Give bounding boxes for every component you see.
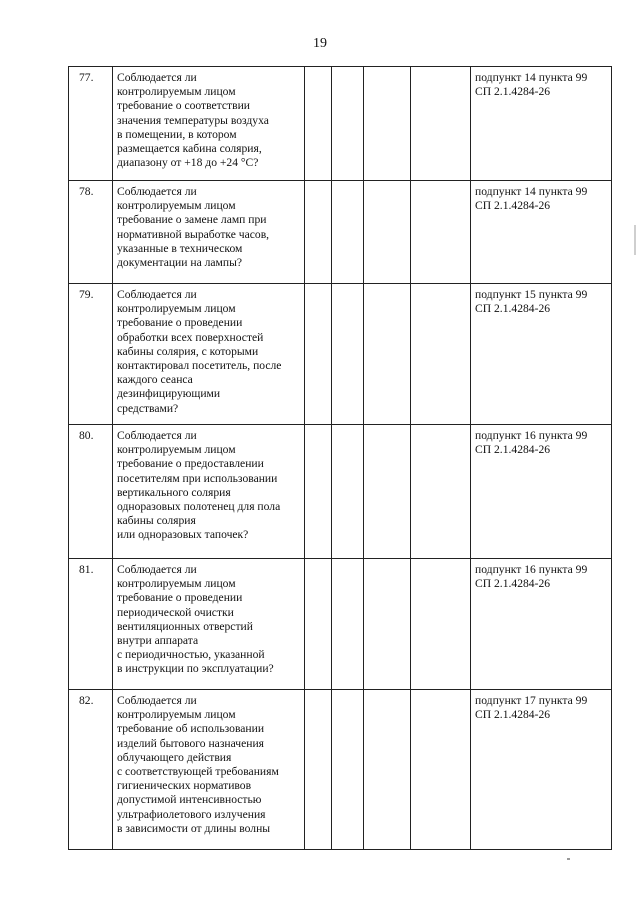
- row-number: 77.: [69, 67, 113, 181]
- question-line: контролируемым лицом: [117, 577, 236, 591]
- row-number: 79.: [69, 284, 113, 425]
- question-line: контролируемым лицом: [117, 199, 236, 213]
- answer-no-cell: [332, 67, 364, 181]
- question-line: вентиляционных отверстий: [117, 619, 253, 633]
- question-line: Соблюдается ли: [117, 694, 197, 707]
- question-line: допустимой интенсивностью: [117, 793, 262, 807]
- reference-line: СП 2.1.4284-26: [475, 577, 551, 591]
- answer-no-cell: [332, 284, 364, 425]
- reference-cell: [471, 559, 612, 690]
- reference-line: СП 2.1.4284-26: [475, 708, 551, 722]
- question-line: требование о соответствии: [117, 99, 250, 113]
- answer-no-cell: [332, 559, 364, 690]
- row-number: 81.: [69, 559, 113, 690]
- reference-cell: [471, 690, 612, 850]
- checklist-table: [68, 66, 612, 850]
- reference-line: подпункт 14 пункта 99: [475, 185, 588, 198]
- answer-no-cell: [332, 181, 364, 284]
- answer-na-cell: [364, 67, 411, 181]
- question-cell: [113, 425, 305, 559]
- reference-line: подпункт 16 пункта 99: [475, 429, 588, 442]
- answer-na-cell: [364, 690, 411, 850]
- reference-line: СП 2.1.4284-26: [475, 85, 551, 99]
- question-line: вертикального солярия: [117, 485, 231, 499]
- question-line: с соответствующей требованиям: [117, 765, 279, 779]
- question-line: в инструкции по эксплуатации?: [117, 662, 274, 676]
- reference-line: подпункт 14 пункта 99: [475, 71, 588, 84]
- question-line: в помещении, в котором: [117, 127, 237, 141]
- reference-cell: [471, 67, 612, 181]
- question-line: нормативной выработке часов,: [117, 227, 270, 241]
- answer-na-cell: [364, 284, 411, 425]
- answer-na-cell: [364, 559, 411, 690]
- question-line: обработки всех поверхностей: [117, 330, 264, 344]
- question-line: требование о предоставлении: [117, 457, 264, 471]
- question-line: кабины солярия: [117, 514, 196, 528]
- question-cell: [113, 284, 305, 425]
- answer-na-cell: [364, 425, 411, 559]
- question-line: контактировал посетитель, после: [117, 359, 282, 373]
- question-cell: [113, 67, 305, 181]
- question-line: одноразовых полотенец для пола: [117, 500, 281, 514]
- row-number: 82.: [69, 690, 113, 850]
- answer-yes-cell: [305, 425, 332, 559]
- reference-line: подпункт 16 пункта 99: [475, 563, 588, 576]
- scan-speck: [567, 858, 570, 860]
- reference-line: СП 2.1.4284-26: [475, 302, 551, 316]
- question-line: указанные в техническом: [117, 241, 243, 255]
- question-line: значения температуры воздуха: [117, 113, 269, 127]
- answer-no-cell: [332, 425, 364, 559]
- question-line: диапазону от +18 до +24 °С?: [117, 156, 259, 170]
- comment-cell: [411, 559, 471, 690]
- question-line: средствами?: [117, 401, 179, 415]
- question-line: контролируемым лицом: [117, 443, 236, 457]
- question-line: контролируемым лицом: [117, 708, 236, 722]
- table-row: [69, 690, 612, 850]
- table-row: [69, 284, 612, 425]
- question-line: Соблюдается ли: [117, 563, 197, 576]
- answer-na-cell: [364, 181, 411, 284]
- comment-cell: [411, 181, 471, 284]
- answer-yes-cell: [305, 67, 332, 181]
- answer-yes-cell: [305, 284, 332, 425]
- page-number: 19: [313, 36, 327, 51]
- question-line: кабины солярия, с которыми: [117, 344, 259, 358]
- reference-cell: [471, 425, 612, 559]
- table-row: [69, 181, 612, 284]
- question-line: периодической очистки: [117, 605, 234, 619]
- answer-yes-cell: [305, 559, 332, 690]
- question-line: в зависимости от длины волны: [117, 821, 271, 835]
- reference-line: подпункт 15 пункта 99: [475, 288, 588, 301]
- reference-line: подпункт 17 пункта 99: [475, 694, 588, 707]
- reference-line: СП 2.1.4284-26: [475, 443, 551, 457]
- comment-cell: [411, 67, 471, 181]
- question-line: размещается кабина солярия,: [117, 142, 262, 156]
- question-line: требование о проведении: [117, 316, 243, 330]
- answer-no-cell: [332, 690, 364, 850]
- question-line: Соблюдается ли: [117, 429, 197, 442]
- question-line: каждого сеанса: [117, 373, 193, 387]
- question-line: Соблюдается ли: [117, 185, 197, 198]
- table-row: [69, 67, 612, 181]
- reference-line: СП 2.1.4284-26: [475, 199, 551, 213]
- question-line: облучающего действия: [117, 750, 232, 764]
- scan-edge-mark: [634, 225, 636, 255]
- question-line: требование о замене ламп при: [117, 213, 267, 227]
- comment-cell: [411, 284, 471, 425]
- table-row: [69, 425, 612, 559]
- question-line: посетителям при использовании: [117, 471, 278, 485]
- answer-yes-cell: [305, 690, 332, 850]
- question-line: Соблюдается ли: [117, 288, 197, 301]
- question-line: изделий бытового назначения: [117, 736, 264, 750]
- question-line: документации на лампы?: [117, 256, 243, 270]
- question-line: гигиенических нормативов: [117, 779, 252, 793]
- question-line: или одноразовых тапочек?: [117, 528, 249, 542]
- reference-cell: [471, 181, 612, 284]
- row-number: 80.: [69, 425, 113, 559]
- question-cell: [113, 181, 305, 284]
- comment-cell: [411, 690, 471, 850]
- question-cell: [113, 690, 305, 850]
- comment-cell: [411, 425, 471, 559]
- question-line: требование о проведении: [117, 591, 243, 605]
- reference-cell: [471, 284, 612, 425]
- answer-yes-cell: [305, 181, 332, 284]
- question-cell: [113, 559, 305, 690]
- question-line: внутри аппарата: [117, 634, 199, 648]
- row-number: 78.: [69, 181, 113, 284]
- question-line: ультрафиолетового излучения: [117, 807, 266, 821]
- question-line: дезинфицирующими: [117, 387, 221, 401]
- question-line: требование об использовании: [117, 722, 265, 736]
- question-line: Соблюдается ли: [117, 71, 197, 84]
- table-row: [69, 559, 612, 690]
- question-line: контролируемым лицом: [117, 302, 236, 316]
- question-line: контролируемым лицом: [117, 85, 236, 99]
- question-line: с периодичностью, указанной: [117, 648, 265, 662]
